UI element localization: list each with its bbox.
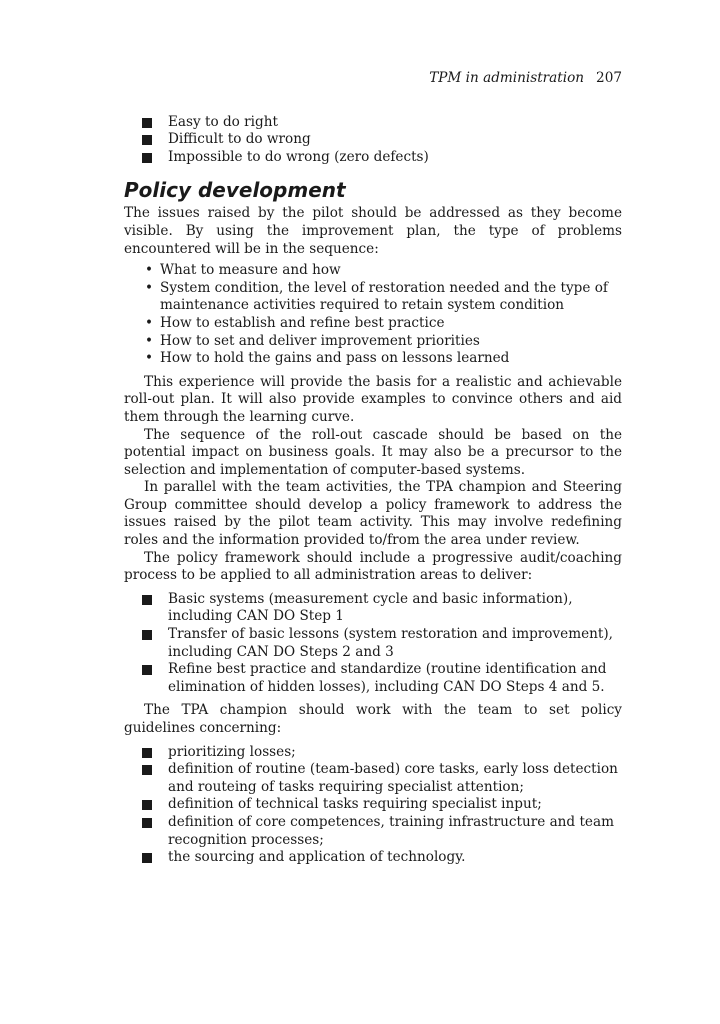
list-item-text: Basic systems (measurement cycle and basic information), including CAN DO Step 1: [168, 590, 573, 625]
list-item: [124, 796, 622, 814]
square-bullet-icon: [142, 853, 152, 863]
section-heading: Policy development: [124, 178, 346, 203]
list-item-text: How to set and deliver improvement priorities: [160, 332, 480, 349]
list-item-text: How to establish and refine best practice: [160, 314, 445, 331]
list-item-text: System condition, the level of restoration needed and the type of maintenance activities required to retain system condition: [160, 279, 608, 314]
square-bullet-icon: [142, 765, 152, 775]
list-item: [124, 591, 622, 626]
list-item: [124, 333, 622, 351]
list-item-text: definition of core competences, training infrastructure and team recognition processes;: [168, 813, 614, 848]
book-page: [124, 70, 622, 867]
list-item-text: prioritizing losses;: [168, 743, 296, 760]
list-item-text: Impossible to do wrong (zero defects): [168, 148, 429, 165]
paragraph-framework: The policy framework should include a progressive audit/coaching process to be applied to all administration areas to deliver:: [124, 549, 622, 584]
list-item: [124, 315, 622, 333]
list-item-text: What to measure and how: [160, 262, 341, 279]
paragraph-parallel: In parallel with the team activities, the TPA champion and Steering Group committee should develop a policy framework to address the issues raised by the pilot team activity. This may involve redefining roles and the information provided to/from the area under review.: [124, 479, 622, 549]
square-bullet-icon: [142, 748, 152, 758]
list-item-text: the sourcing and application of technology.: [168, 849, 466, 866]
paragraph-issues: The issues raised by the pilot should be addressed as they become visible. By using the improvement plan, the type of problems encountered will be in the sequence:: [124, 205, 622, 257]
list-item: [124, 262, 622, 280]
list-item: [124, 350, 622, 368]
intro-bullet-list: [124, 114, 622, 167]
list-item-text: Transfer of basic lessons (system restoration and improvement), including CAN DO Steps 2 and 3: [168, 626, 613, 660]
list-item: [124, 849, 622, 867]
list-item-text: Difficult to do wrong: [168, 131, 311, 148]
square-bullet-icon: [142, 665, 152, 675]
square-bullet-icon: [142, 595, 152, 605]
list-item-text: Refine best practice and standardize (routine identification and elimination of hidden losses), including CAN DO Steps 4 and 5.: [168, 661, 607, 695]
paragraph-guidelines: The TPA champion should work with the team to set policy guidelines concerning:: [124, 702, 622, 736]
list-item: [124, 131, 622, 149]
square-bullet-icon: [142, 800, 152, 810]
page-number: 207: [596, 70, 622, 86]
paragraph-experience: This experience will provide the basis for a realistic and achievable roll-out plan. It will also provide examples to convince others and aid them through the learning curve.: [124, 373, 622, 425]
dot-bullet-icon: •: [145, 350, 154, 367]
square-bullet-icon: [142, 135, 152, 145]
list-item: [124, 744, 622, 762]
list-item: [124, 761, 622, 796]
square-bullet-icon: [142, 153, 152, 163]
list-item: [124, 661, 622, 696]
list-item: [124, 114, 622, 132]
paragraph-sequence: The sequence of the roll-out cascade should be based on the potential impact on business goals. It may also be a precursor to the selection and implementation of computer-based systems.: [124, 426, 622, 478]
square-bullet-icon: [142, 118, 152, 128]
dot-bullet-icon: •: [145, 332, 154, 349]
sequence-bullet-list: [124, 262, 622, 368]
guideline-bullet-list: [124, 744, 622, 867]
list-item: [124, 814, 622, 849]
list-item: [124, 626, 622, 661]
square-bullet-icon: [142, 818, 152, 828]
list-item-text: Easy to do right: [168, 113, 278, 130]
dot-bullet-icon: •: [145, 314, 154, 331]
running-header: [124, 70, 622, 88]
list-item-text: How to hold the gains and pass on lessons learned: [160, 350, 510, 367]
dot-bullet-icon: •: [145, 279, 154, 296]
list-item: [124, 280, 622, 315]
running-title: TPM in administration: [429, 70, 585, 86]
dot-bullet-icon: •: [145, 262, 154, 279]
list-item: [124, 149, 622, 167]
list-item-text: definition of technical tasks requiring specialist input;: [168, 796, 542, 813]
square-bullet-icon: [142, 630, 152, 640]
list-item-text: definition of routine (team-based) core tasks, early loss detection and routeing of tasks requiring specialist attention;: [168, 761, 618, 795]
deliver-bullet-list: [124, 591, 622, 697]
